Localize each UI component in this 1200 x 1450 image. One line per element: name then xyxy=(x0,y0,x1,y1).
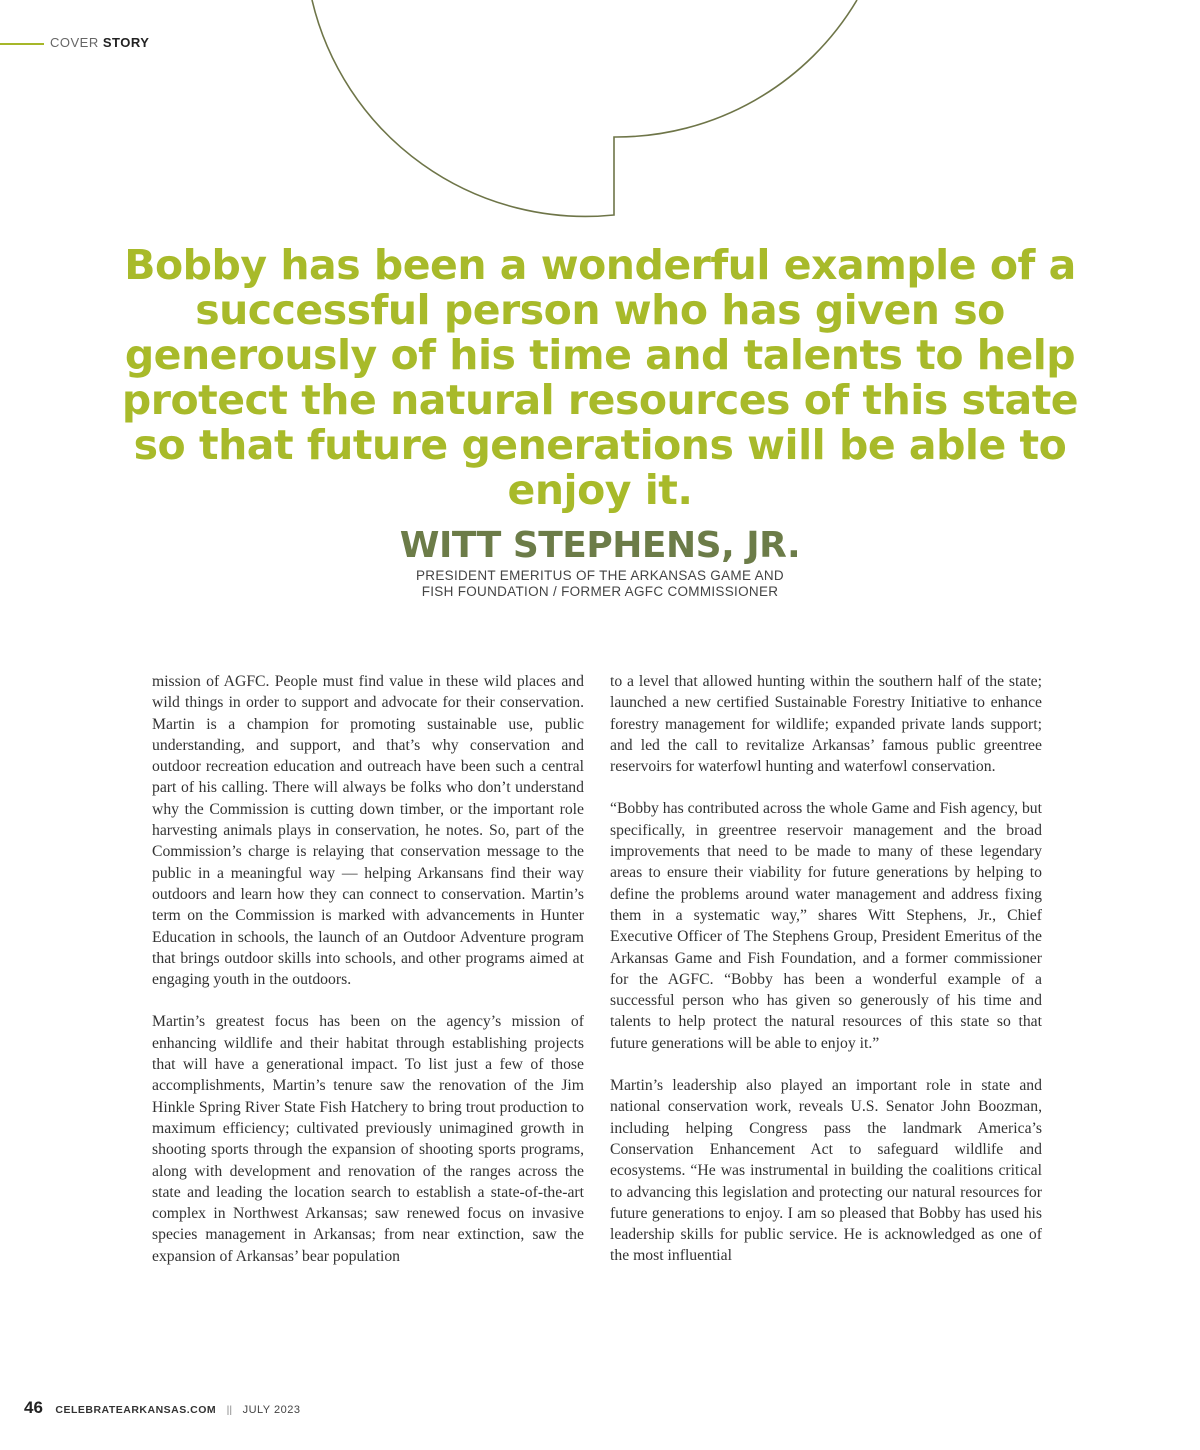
quote-attribution-name: WITT STEPHENS, JR. xyxy=(399,525,801,566)
page-number: 46 xyxy=(24,1398,43,1417)
footer-site: CELEBRATEARKANSAS.COM xyxy=(55,1404,217,1416)
attribution-title-line-2: FISH FOUNDATION / FORMER AGFC COMMISSIONER xyxy=(421,584,779,599)
quote-attribution-title xyxy=(0,568,1200,600)
section-label-bold: STORY xyxy=(102,35,150,50)
pull-quote: Bobby has been a wonderful example of a successful person who has given so generously of his time and talents to help protect the natural resources of this state so that future generations will be able to enjoy it. xyxy=(121,241,1079,514)
footer-separator: || xyxy=(226,1404,233,1416)
section-label-light: COVER xyxy=(50,35,103,50)
body-paragraph: Martin’s greatest focus has been on the agency’s mission of enhancing wildlife and their habitat through establishing projects that will have a generational impact. To list just a few of those accomplishments, Martin’s tenure saw the renovation of the Jim Hinkle Spring River State Fish Hatchery to bring trout production to maximum efficiency; cultivated previously unimagined growth in shooting sports through the expansion of shooting sports programs, along with development and renovation of the ranges across the state and leading the location search to establish a state-of-the-art complex in Northwest Arkansas; saw renewed focus on invasive species management in Arkansas; from near extinction, saw the expansion of Arkansas’ bear population xyxy=(152,1013,584,1265)
body-paragraph: “Bobby has contributed across the whole Game and Fish agency, but specifically, in greentree reservoir management and the broad improvements that need to be made to many of these legendary areas to ensure their viability for future generations by helping to define the problems around water management and address fixing them in a systematic way,” shares Witt Stephens, Jr., Chief Executive Officer of The Stephens Group, President Emeritus of the Arkansas Game and Fish Foundation, and a former commissioner for the AGFC. “Bobby has been a wonderful example of a successful person who has given so generously of his time and talents to help protect the natural resources of this state so that future generations will be able to enjoy it.” xyxy=(610,800,1042,1052)
body-paragraph: Martin’s leadership also played an important role in state and national conservation work, reveals U.S. Senator John Boozman, including helping Congress pass the landmark America’s Conservation Enhancement Act to safeguard wildlife and ecosystems. “He was instrumental in building the coalitions critical to advancing this legislation and protecting our natural resources for future generations to enjoy. I am so pleased that Bobby has used his leadership skills for public service. He is acknowledged as one of the most influential xyxy=(610,1077,1042,1265)
footer-issue-date: JULY 2023 xyxy=(242,1404,301,1416)
decorative-arc xyxy=(0,0,1200,230)
decorative-arc-path xyxy=(312,0,857,216)
body-column-left xyxy=(152,671,584,1288)
body-paragraph: to a level that allowed hunting within the southern half of the state; launched a new certified Sustainable Forestry Initiative to enhance forestry management for wildlife; expanded private lands support; and led the call to revitalize Arkansas’ famous public greentree reservoirs for waterfowl hunting and waterfowl conservation. xyxy=(610,673,1042,776)
page-footer xyxy=(24,1398,300,1418)
body-paragraph: mission of AGFC. People must find value in these wild places and wild things in order to support and advocate for their conservation. Martin is a champion for promoting sustainable use, public understanding, and support, and that’s why conservation and outdoor recreation education and outreach have been such a central part of his calling. There will always be folks who don’t understand why the Commission is cutting down timber, or the important role harvesting animals plays in conservation, he notes. So, part of the Commission’s charge is relaying that conservation message to the public in a meaningful way — helping Arkansans find their way outdoors and learn how they can connect to conservation. Martin’s term on the Commission is marked with advancements in Hunter Education in schools, the launch of an Outdoor Adventure program that brings outdoor skills into schools, and other programs aimed at engaging youth in the outdoors. xyxy=(152,673,584,989)
body-column-right xyxy=(610,671,1042,1288)
attribution-title-line-1: PRESIDENT EMERITUS OF THE ARKANSAS GAME AND xyxy=(416,568,784,583)
